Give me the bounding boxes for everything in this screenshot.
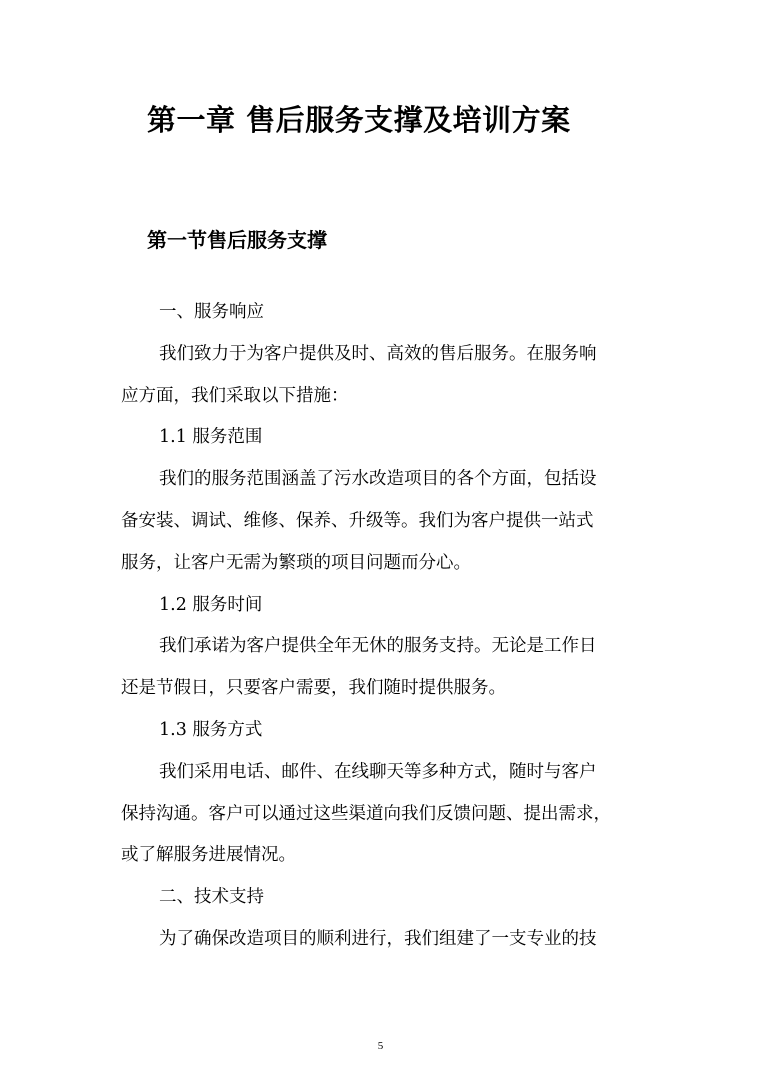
paragraph-line: 我们承诺为客户提供全年无休的服务支持。无论是工作日 [159,636,597,657]
paragraph-line: 服务，让客户无需为繁琐的项目问题而分心。 [121,552,471,573]
heading-service-response: 一、服务响应 [159,302,264,322]
paragraph-line: 我们采用电话、邮件、在线聊天等多种方式，随时与客户 [159,761,597,782]
paragraph-line: 应方面，我们采取以下措施： [121,385,349,406]
page-number: 5 [377,1040,384,1052]
document-body [121,292,641,961]
heading-technical-support: 二、技术支持 [159,887,264,908]
paragraph-line: 或了解服务进展情况。 [121,845,296,866]
heading-service-scope: 1.1 服务范围 [159,427,263,448]
paragraph-line: 我们致力于为客户提供及时、高效的售后服务。在服务响 [159,343,597,364]
paragraph-line: 还是节假日，只要客户需要，我们随时提供服务。 [121,678,506,699]
paragraph-line: 备安装、调试、维修、保养、升级等。我们为客户提供一站式 [121,510,594,531]
paragraph-line: 保持沟通。客户可以通过这些渠道向我们反馈问题、提出需求， [121,803,611,824]
paragraph-line: 我们的服务范围涵盖了污水改造项目的各个方面，包括设 [159,469,597,490]
section-title: 第一节售后服务支撑 [147,228,327,252]
paragraph-line: 为了确保改造项目的顺利进行，我们组建了一支专业的技 [159,928,597,949]
heading-service-method: 1.3 服务方式 [159,719,263,740]
heading-service-time: 1.2 服务时间 [159,594,263,615]
chapter-title: 第一章 售后服务支撑及培训方案 [147,103,571,137]
